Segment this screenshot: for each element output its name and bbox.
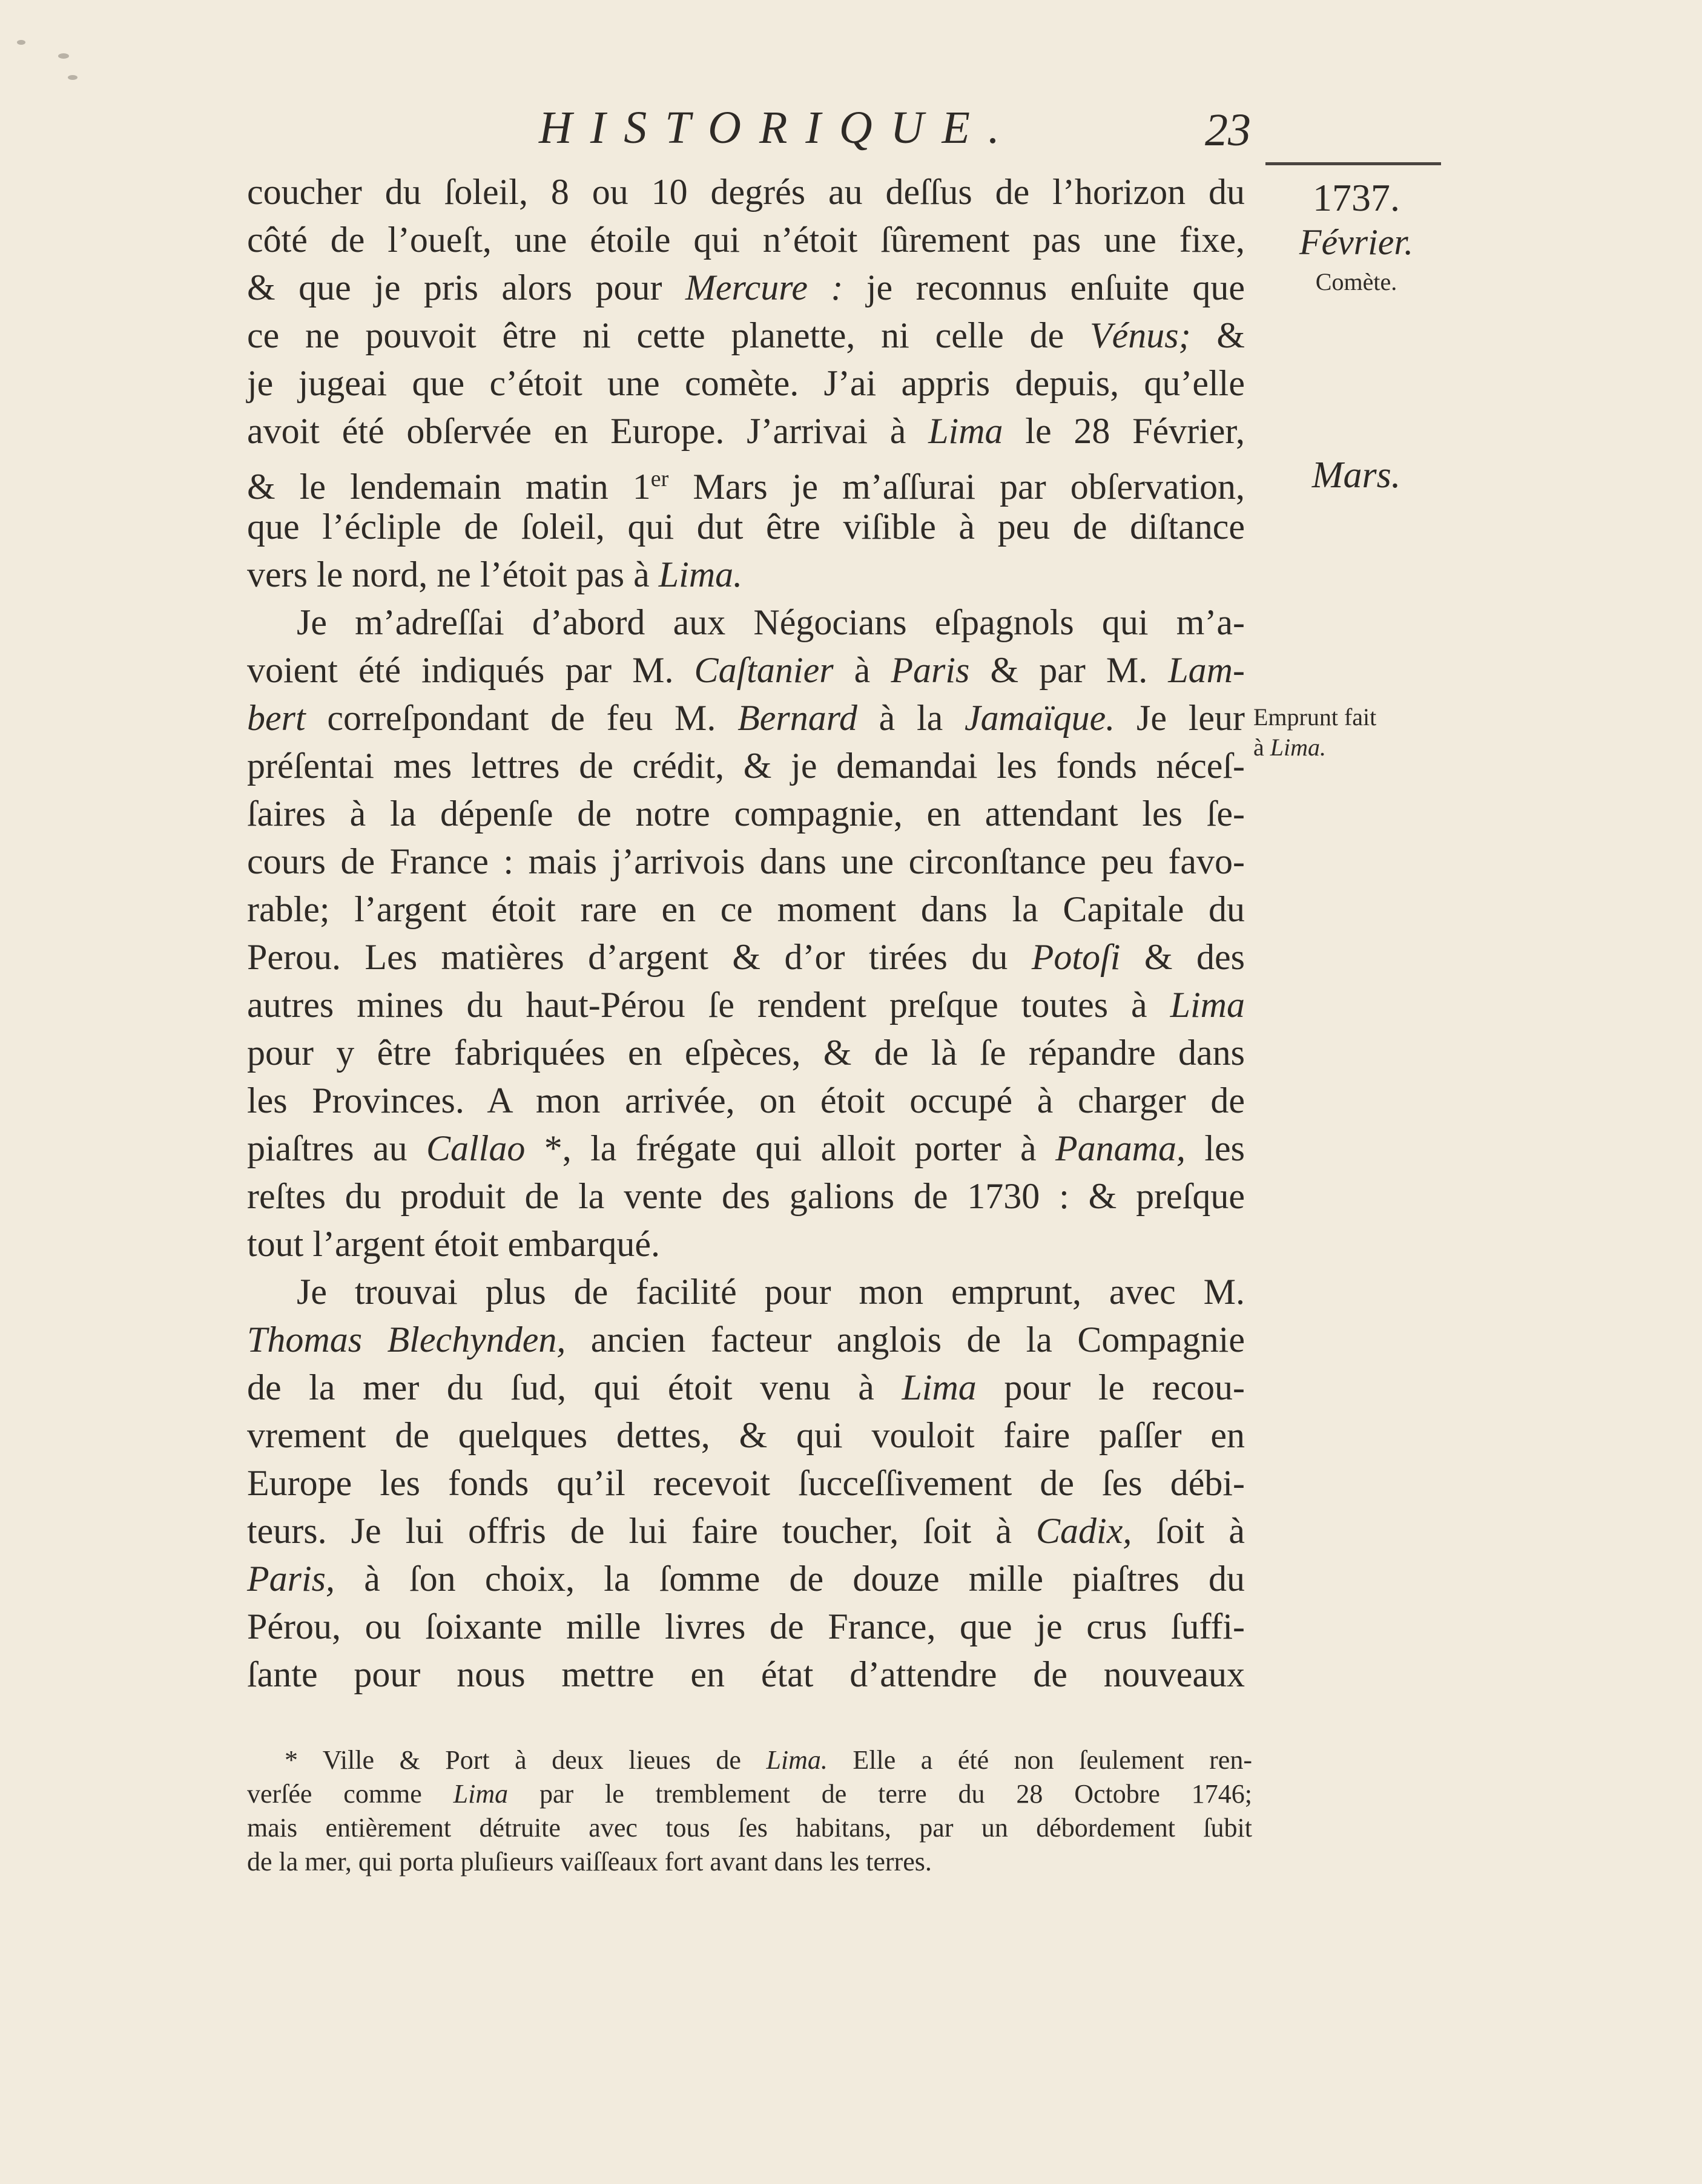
- text-span: ſoit à: [1132, 1511, 1245, 1551]
- text-line: [247, 694, 1245, 742]
- text-line: [247, 1651, 1245, 1699]
- text-span: ancien facteur anglois de la Compagnie: [566, 1320, 1245, 1360]
- text-span: vrement de quelques dettes, & qui vouloit faire paſſer en: [247, 1415, 1245, 1455]
- text-line: [247, 1077, 1245, 1125]
- text-span: Je trouvai plus de facilité pour mon emprunt, avec M.: [297, 1272, 1245, 1312]
- footnote: [247, 1743, 1252, 1879]
- text-span: reſtes du produit de la vente des galions de 1730 : & preſque: [247, 1176, 1245, 1216]
- text-span: Europe les fonds qu’il recevoit ſucceſſivement de ſes débi-: [247, 1463, 1245, 1503]
- text-span: Elle a été non ſeulement ren-: [827, 1745, 1252, 1775]
- text-line: [247, 886, 1245, 933]
- text-span: je reconnus enſuite que: [843, 268, 1245, 308]
- italic-span: Mercure :: [685, 268, 843, 308]
- italic-span: Vénus;: [1089, 315, 1191, 355]
- italic-span: Lima: [453, 1779, 509, 1809]
- text-span: & par M.: [969, 650, 1169, 690]
- text-span: je jugeai que c’étoit une comète. J’ai appris depuis, qu’elle: [247, 363, 1245, 403]
- margin-loan-place: Lima.: [1270, 734, 1327, 761]
- italic-span: Potoſi: [1031, 937, 1121, 977]
- italic-span: Paris: [891, 650, 970, 690]
- superscript: er: [650, 466, 669, 492]
- text-span: Pérou, ou ſoixante mille livres de France, que je crus ſuffi-: [247, 1607, 1245, 1646]
- text-span: que l’écliple de ſoleil, qui dut être viſible à peu de diſtance: [247, 507, 1245, 547]
- text-line: [247, 742, 1245, 790]
- text-span: Je m’adreſſai d’abord aux Négocians eſpagnols qui m’a-: [297, 602, 1245, 642]
- running-header: HISTORIQUE.: [539, 102, 1018, 153]
- ink-speck: [58, 53, 69, 59]
- text-span: les: [1185, 1128, 1245, 1168]
- italic-span: Lima: [928, 411, 1003, 451]
- text-span: ſaires à la dépenſe de notre compagnie, en attendant les ſe-: [247, 794, 1245, 834]
- footnote-line: [247, 1743, 1252, 1777]
- ink-speck: [68, 75, 78, 80]
- text-span: par le tremblement de terre du 28 Octobre 1746;: [508, 1779, 1252, 1809]
- text-span: ce ne pouvoit être ni cette planette, ni celle de: [247, 315, 1090, 355]
- footnote-line: [247, 1777, 1252, 1811]
- text-span: Perou. Les matières d’argent & d’or tirées du: [247, 937, 1032, 977]
- italic-span: Callao: [426, 1128, 526, 1168]
- text-span: pour le recou-: [976, 1367, 1245, 1407]
- text-span: coucher du ſoleil, 8 ou 10 degrés au deſſus de l’horizon du: [247, 172, 1245, 212]
- text-span: Mars je m’aſſurai par obſervation,: [668, 467, 1245, 507]
- italic-span: Thomas Blechynden,: [247, 1320, 566, 1360]
- italic-span: Lima: [902, 1367, 977, 1407]
- text-line: [247, 1555, 1245, 1603]
- text-span: avoit été obſervée en Europe. J’arrivai à: [247, 411, 929, 451]
- margin-loan-prefix: à: [1253, 734, 1270, 761]
- text-span: & que je pris alors pour: [247, 268, 685, 308]
- text-span: vers le nord, ne l’étoit pas à: [247, 554, 659, 594]
- text-line: [247, 312, 1245, 360]
- margin-loan-line2: [1253, 732, 1453, 763]
- text-line: [247, 1268, 1245, 1316]
- text-span: les Provinces. A mon arrivée, on étoit occupé à charger de: [247, 1080, 1245, 1120]
- text-span: côté de l’oueſt, une étoile qui n’étoit ſûrement pas une fixe,: [247, 220, 1245, 260]
- text-line: [247, 455, 1245, 507]
- text-line: [247, 599, 1245, 646]
- italic-span: Lima.: [766, 1745, 828, 1775]
- italic-span: Cadix,: [1036, 1511, 1132, 1551]
- italic-span: Lima.: [658, 554, 743, 594]
- text-span: mais entièrement détruite avec tous ſes habitans, par un débordement ſubit: [247, 1813, 1252, 1843]
- text-line: [247, 264, 1245, 312]
- footnote-line: [247, 1811, 1252, 1845]
- italic-span: bert: [247, 698, 306, 738]
- text-line: [247, 1125, 1245, 1173]
- margin-loan: [1253, 702, 1453, 763]
- text-line: [247, 168, 1245, 216]
- page-number: 23: [1205, 105, 1251, 156]
- text-span: &: [1190, 315, 1245, 355]
- italic-span: Caſtanier: [694, 650, 834, 690]
- text-span: & le lendemain matin 1: [247, 467, 651, 507]
- text-span: * Ville & Port à deux lieues de: [285, 1745, 767, 1775]
- text-span: & des: [1120, 937, 1245, 977]
- italic-span: Jamaïque.: [965, 698, 1115, 738]
- text-span: verſée comme: [247, 1779, 454, 1809]
- text-line: [247, 216, 1245, 264]
- body-text: [247, 168, 1245, 1699]
- text-line: [247, 1029, 1245, 1077]
- text-line: [247, 1364, 1245, 1412]
- text-span: préſentai mes lettres de crédit, & je demandai les fonds néceſ-: [247, 746, 1245, 786]
- header-rule: [1265, 162, 1441, 165]
- text-span: voient été indiqués par M.: [247, 650, 694, 690]
- text-line: [247, 790, 1245, 838]
- text-line: [247, 1220, 1245, 1268]
- italic-span: Lima: [1170, 985, 1245, 1025]
- text-span: autres mines du haut-Pérou ſe rendent preſque toutes à: [247, 985, 1170, 1025]
- text-line: [247, 646, 1245, 694]
- text-line: [247, 981, 1245, 1029]
- text-line: [247, 1316, 1245, 1364]
- text-span: à la: [857, 698, 965, 738]
- text-span: piaſtres au: [247, 1128, 426, 1168]
- text-span: à: [833, 650, 891, 690]
- text-span: rable; l’argent étoit rare en ce moment dans la Capitale du: [247, 889, 1245, 929]
- text-line: [247, 1173, 1245, 1220]
- text-span: teurs. Je lui offris de lui faire toucher, ſoit à: [247, 1511, 1036, 1551]
- text-line: [247, 407, 1245, 455]
- margin-mars: Mars.: [1311, 455, 1401, 496]
- text-line: [247, 838, 1245, 886]
- text-line: [247, 933, 1245, 981]
- text-span: de la mer du ſud, qui étoit venu à: [247, 1367, 902, 1407]
- text-span: ſante pour nous mettre en état d’attendre de nouveaux: [247, 1654, 1245, 1694]
- ink-speck: [17, 40, 25, 45]
- italic-span: Paris,: [247, 1559, 335, 1599]
- text-line: [247, 503, 1245, 551]
- text-line: [247, 1603, 1245, 1651]
- italic-span: Lam-: [1168, 650, 1245, 690]
- text-span: à ſon choix, la ſomme de douze mille piaſtres du: [335, 1559, 1245, 1599]
- margin-year: 1737.: [1313, 176, 1400, 219]
- italic-span: Bernard: [737, 698, 857, 738]
- text-span: pour y être fabriquées en eſpèces, & de là ſe répandre dans: [247, 1033, 1245, 1073]
- text-span: Je leur: [1115, 698, 1245, 738]
- italic-span: Panama,: [1055, 1128, 1186, 1168]
- text-span: le 28 Février,: [1003, 411, 1245, 451]
- text-line: [247, 1459, 1245, 1507]
- margin-comet: Comète.: [1315, 268, 1397, 295]
- margin-month: Février.: [1299, 222, 1414, 262]
- text-span: tout l’argent étoit embarqué.: [247, 1224, 661, 1264]
- text-line: [247, 1412, 1245, 1459]
- text-line: [247, 360, 1245, 407]
- text-line: [247, 1507, 1245, 1555]
- text-span: cours de France : mais j’arrivois dans une circonſtance peu favo-: [247, 841, 1245, 881]
- margin-loan-line1: Emprunt fait: [1253, 703, 1377, 731]
- text-span: correſpondant de feu M.: [305, 698, 738, 738]
- text-span: de la mer, qui porta pluſieurs vaiſſeaux fort avant dans les terres.: [247, 1847, 932, 1876]
- text-line: [247, 551, 1245, 599]
- text-span: *, la frégate qui alloit porter à: [525, 1128, 1055, 1168]
- footnote-line: [247, 1845, 1252, 1879]
